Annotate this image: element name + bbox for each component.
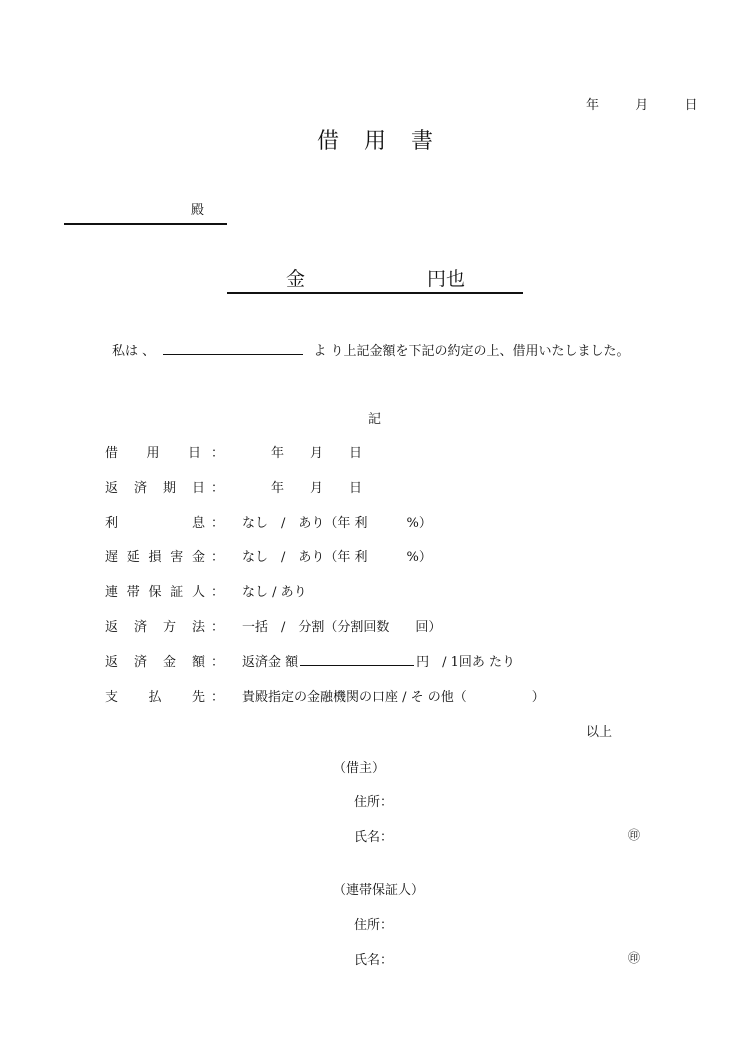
guarantor-heading: （連帯保証人）	[333, 883, 425, 898]
guarantor-name-label: 氏名：	[354, 953, 394, 968]
term-colon: ：	[211, 655, 225, 670]
amount-blank	[300, 653, 414, 666]
date-day: 日	[684, 98, 698, 113]
closing-text: 以上	[586, 725, 613, 740]
term-colon: ：	[211, 690, 225, 705]
borrowing-statement	[112, 340, 630, 359]
term-value: 貴殿指定の金融機関の口座 / そ の他（ ）	[242, 690, 545, 705]
amount-suffix: 円也	[427, 268, 466, 290]
statement-after: よ り上記金額を下記の約定の上、借用いたしました。	[313, 344, 630, 359]
amount-line	[227, 292, 523, 294]
date-month: 月	[635, 98, 649, 113]
term-value: 返済金 額 円 / 1回あ たり	[242, 655, 516, 670]
document-title	[0, 124, 750, 155]
term-label: 連 帯 保 証 人	[105, 585, 205, 600]
date-fields	[586, 94, 698, 113]
term-label: 返 済 期 日	[105, 481, 205, 496]
term-value: 一括 / 分割（分割回数 回）	[242, 620, 442, 635]
borrower-name-label: 氏名：	[354, 830, 394, 845]
term-colon: ：	[211, 516, 225, 531]
term-value: 年 月 日	[271, 481, 363, 496]
term-label: 利 息	[105, 516, 205, 531]
title-char-2: 用	[363, 129, 386, 154]
term-colon: ：	[211, 585, 225, 600]
borrower-heading: （借主）	[333, 761, 386, 776]
ki-heading: 記	[368, 412, 382, 427]
borrower-seal-mark: ㊞	[628, 828, 641, 842]
addressee-line	[64, 223, 227, 225]
term-value: なし / あり（年 利 %）	[242, 550, 432, 565]
date-year: 年	[586, 98, 600, 113]
term-value: 年 月 日	[271, 446, 363, 461]
term-label: 借 用 日	[105, 446, 201, 461]
addressee-suffix: 殿	[191, 203, 205, 218]
term-label: 支 払 先	[105, 690, 205, 705]
guarantor-address-label: 住所：	[354, 918, 394, 933]
borrower-address-label: 住所：	[354, 795, 394, 810]
term-colon: ：	[211, 550, 225, 565]
term-colon: ：	[211, 481, 225, 496]
term-label: 返 済 金 額	[105, 655, 205, 670]
amount-prefix: 金	[286, 268, 306, 290]
term-colon: ：	[211, 446, 225, 461]
guarantor-seal-mark: ㊞	[628, 951, 641, 965]
title-char-1: 借	[316, 129, 339, 154]
title-char-3: 書	[411, 129, 434, 154]
lender-blank	[163, 342, 303, 355]
statement-before: 私は 、	[112, 344, 156, 359]
term-label: 遅 延 損 害 金	[105, 550, 205, 565]
term-colon: ：	[211, 620, 225, 635]
term-value: なし / あり（年 利 %）	[242, 516, 432, 531]
term-label: 返 済 方 法	[105, 620, 205, 635]
term-value: なし / あり	[242, 585, 307, 600]
